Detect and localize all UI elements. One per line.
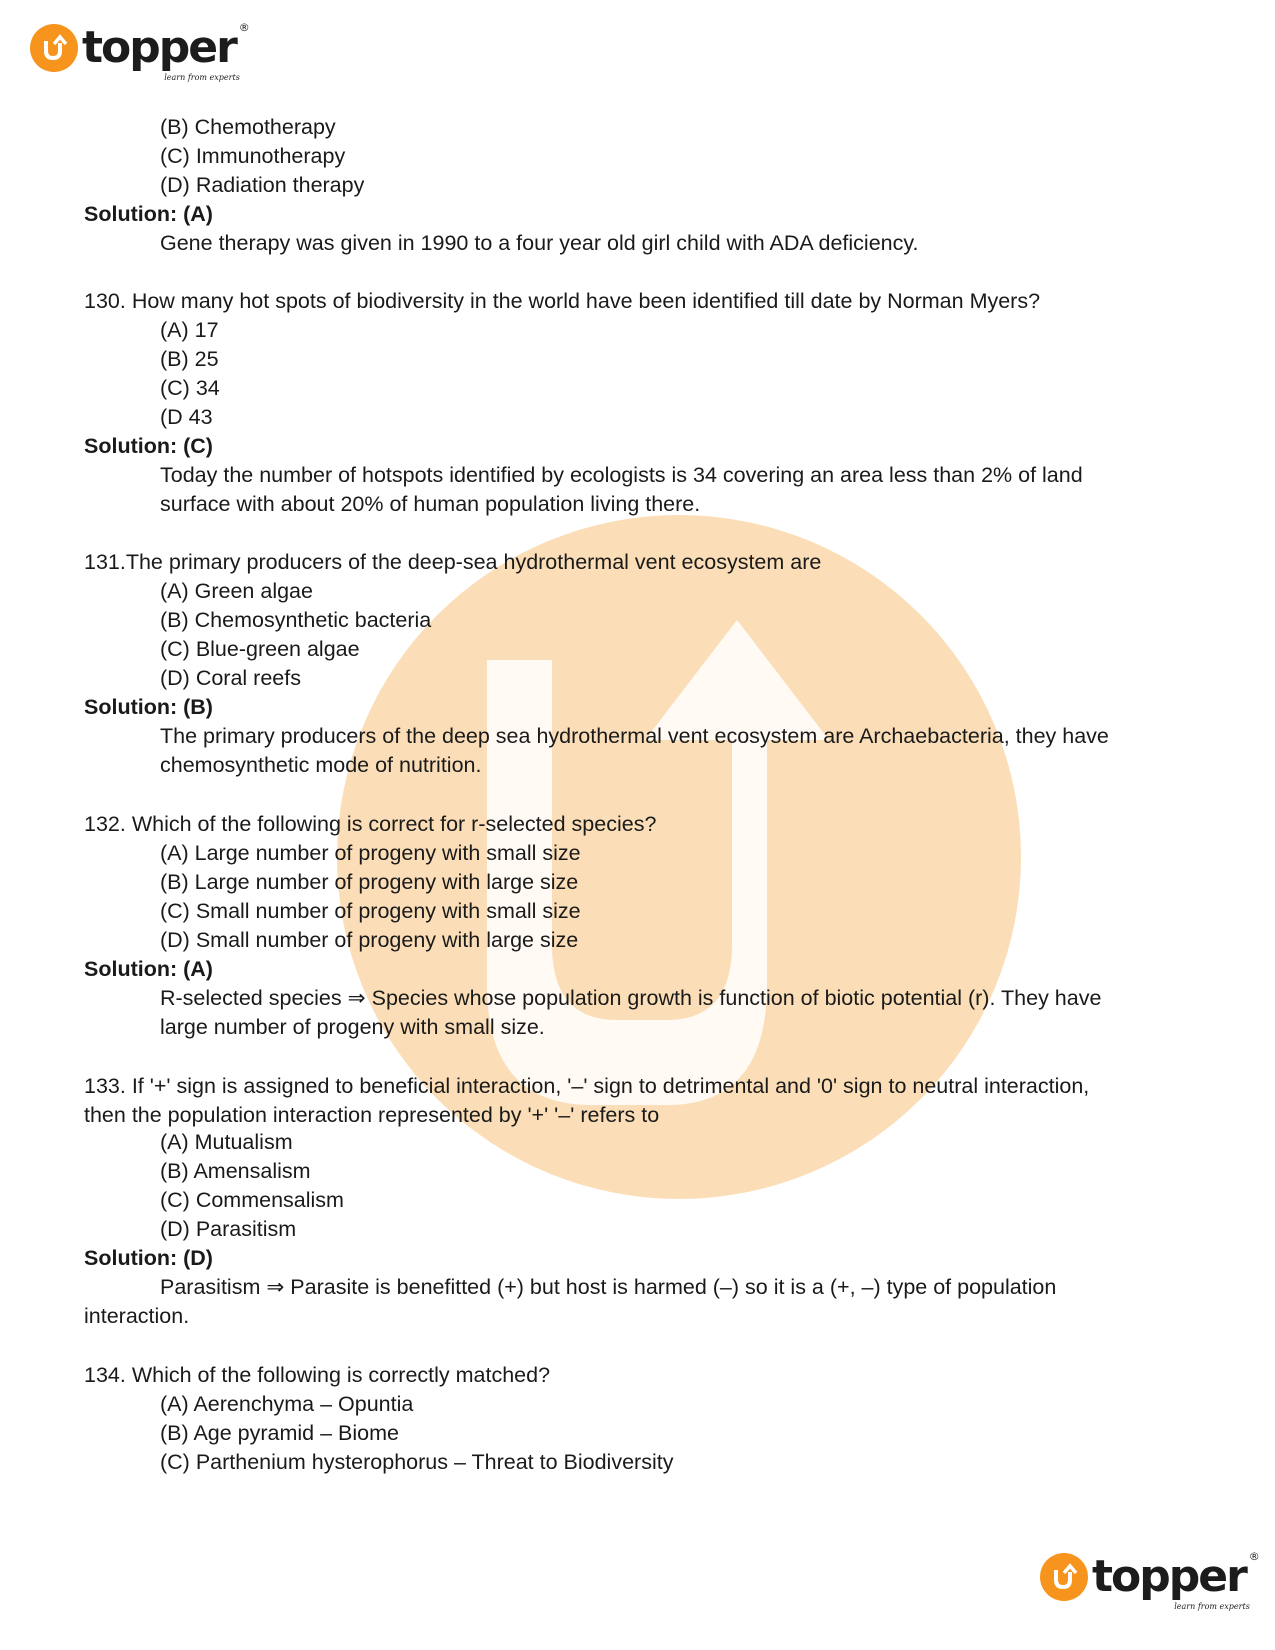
question-133: 133. If '+' sign is assigned to beneficial interaction, '–' sign to detrimental and '0' sign to neutral interaction, (84, 1074, 1090, 1098)
solution-label: Solution: (D) (84, 1246, 213, 1270)
option-b: (B) Age pyramid – Biome (160, 1421, 399, 1445)
option-c: (C) Commensalism (160, 1188, 344, 1212)
question-132: 132. Which of the following is correct for r-selected species? (84, 812, 657, 836)
option-c: (C) 34 (160, 376, 220, 400)
option-d: (D) Parasitism (160, 1217, 297, 1241)
solution-text: surface with about 20% of human population living there. (160, 492, 701, 516)
topper-logo-footer (1040, 1550, 1260, 1611)
option-d: (D) Small number of progeny with large size (160, 928, 579, 952)
solution-text: chemosynthetic mode of nutrition. (160, 753, 482, 777)
topper-logo (30, 21, 250, 82)
solution-text: The primary producers of the deep sea hydrothermal vent ecosystem are Archaebacteria, they have (160, 724, 1109, 748)
solution-label: Solution: (A) (84, 202, 213, 226)
option-c: (C) Blue-green algae (160, 637, 360, 661)
option-a: (A) Large number of progeny with small size (160, 841, 581, 865)
question-131: 131.The primary producers of the deep-sea hydrothermal vent ecosystem are (84, 550, 822, 574)
solution-text: R-selected species ⇒ Species whose population growth is function of biotic potential (r). They have (160, 986, 1102, 1010)
topper-u-icon (30, 24, 78, 72)
option-a: (A) Green algae (160, 579, 313, 603)
option-b: (B) Amensalism (160, 1159, 311, 1183)
option-b: (B) Chemosynthetic bacteria (160, 608, 432, 632)
option-a: (A) 17 (160, 318, 219, 342)
solution-label: Solution: (A) (84, 957, 213, 981)
question-133-cont: then the population interaction represented by '+' '–' refers to (84, 1103, 660, 1127)
topper-u-icon (1040, 1553, 1088, 1601)
option-a: (A) Mutualism (160, 1130, 293, 1154)
logo-wordmark: topper ® learn from experts (1092, 1550, 1260, 1611)
option-c: (C) Parthenium hysterophorus – Threat to Biodiversity (160, 1450, 674, 1474)
option-b: (B) Chemotherapy (160, 115, 336, 139)
option-c: (C) Immunotherapy (160, 144, 346, 168)
option-d: (D 43 (160, 405, 213, 429)
solution-label: Solution: (C) (84, 434, 213, 458)
option-d: (D) Coral reefs (160, 666, 301, 690)
option-a: (A) Aerenchyma – Opuntia (160, 1392, 414, 1416)
solution-text: Parasitism ⇒ Parasite is benefitted (+) but host is harmed (–) so it is a (+, –) type of population (160, 1275, 1057, 1299)
option-b: (B) Large number of progeny with large size (160, 870, 579, 894)
option-d: (D) Radiation therapy (160, 173, 365, 197)
option-c: (C) Small number of progeny with small size (160, 899, 581, 923)
solution-label: Solution: (B) (84, 695, 213, 719)
question-130: 130. How many hot spots of biodiversity in the world have been identified till date by Norman Myers? (84, 289, 1041, 313)
solution-text: Gene therapy was given in 1990 to a four year old girl child with ADA deficiency. (160, 231, 919, 255)
question-134: 134. Which of the following is correctly matched? (84, 1363, 551, 1387)
logo-wordmark: topper ® learn from experts (82, 21, 250, 82)
solution-text: large number of progeny with small size. (160, 1015, 545, 1039)
solution-text: Today the number of hotspots identified by ecologists is 34 covering an area less than 2% of land (160, 463, 1083, 487)
option-b: (B) 25 (160, 347, 219, 371)
solution-text: interaction. (84, 1304, 190, 1328)
